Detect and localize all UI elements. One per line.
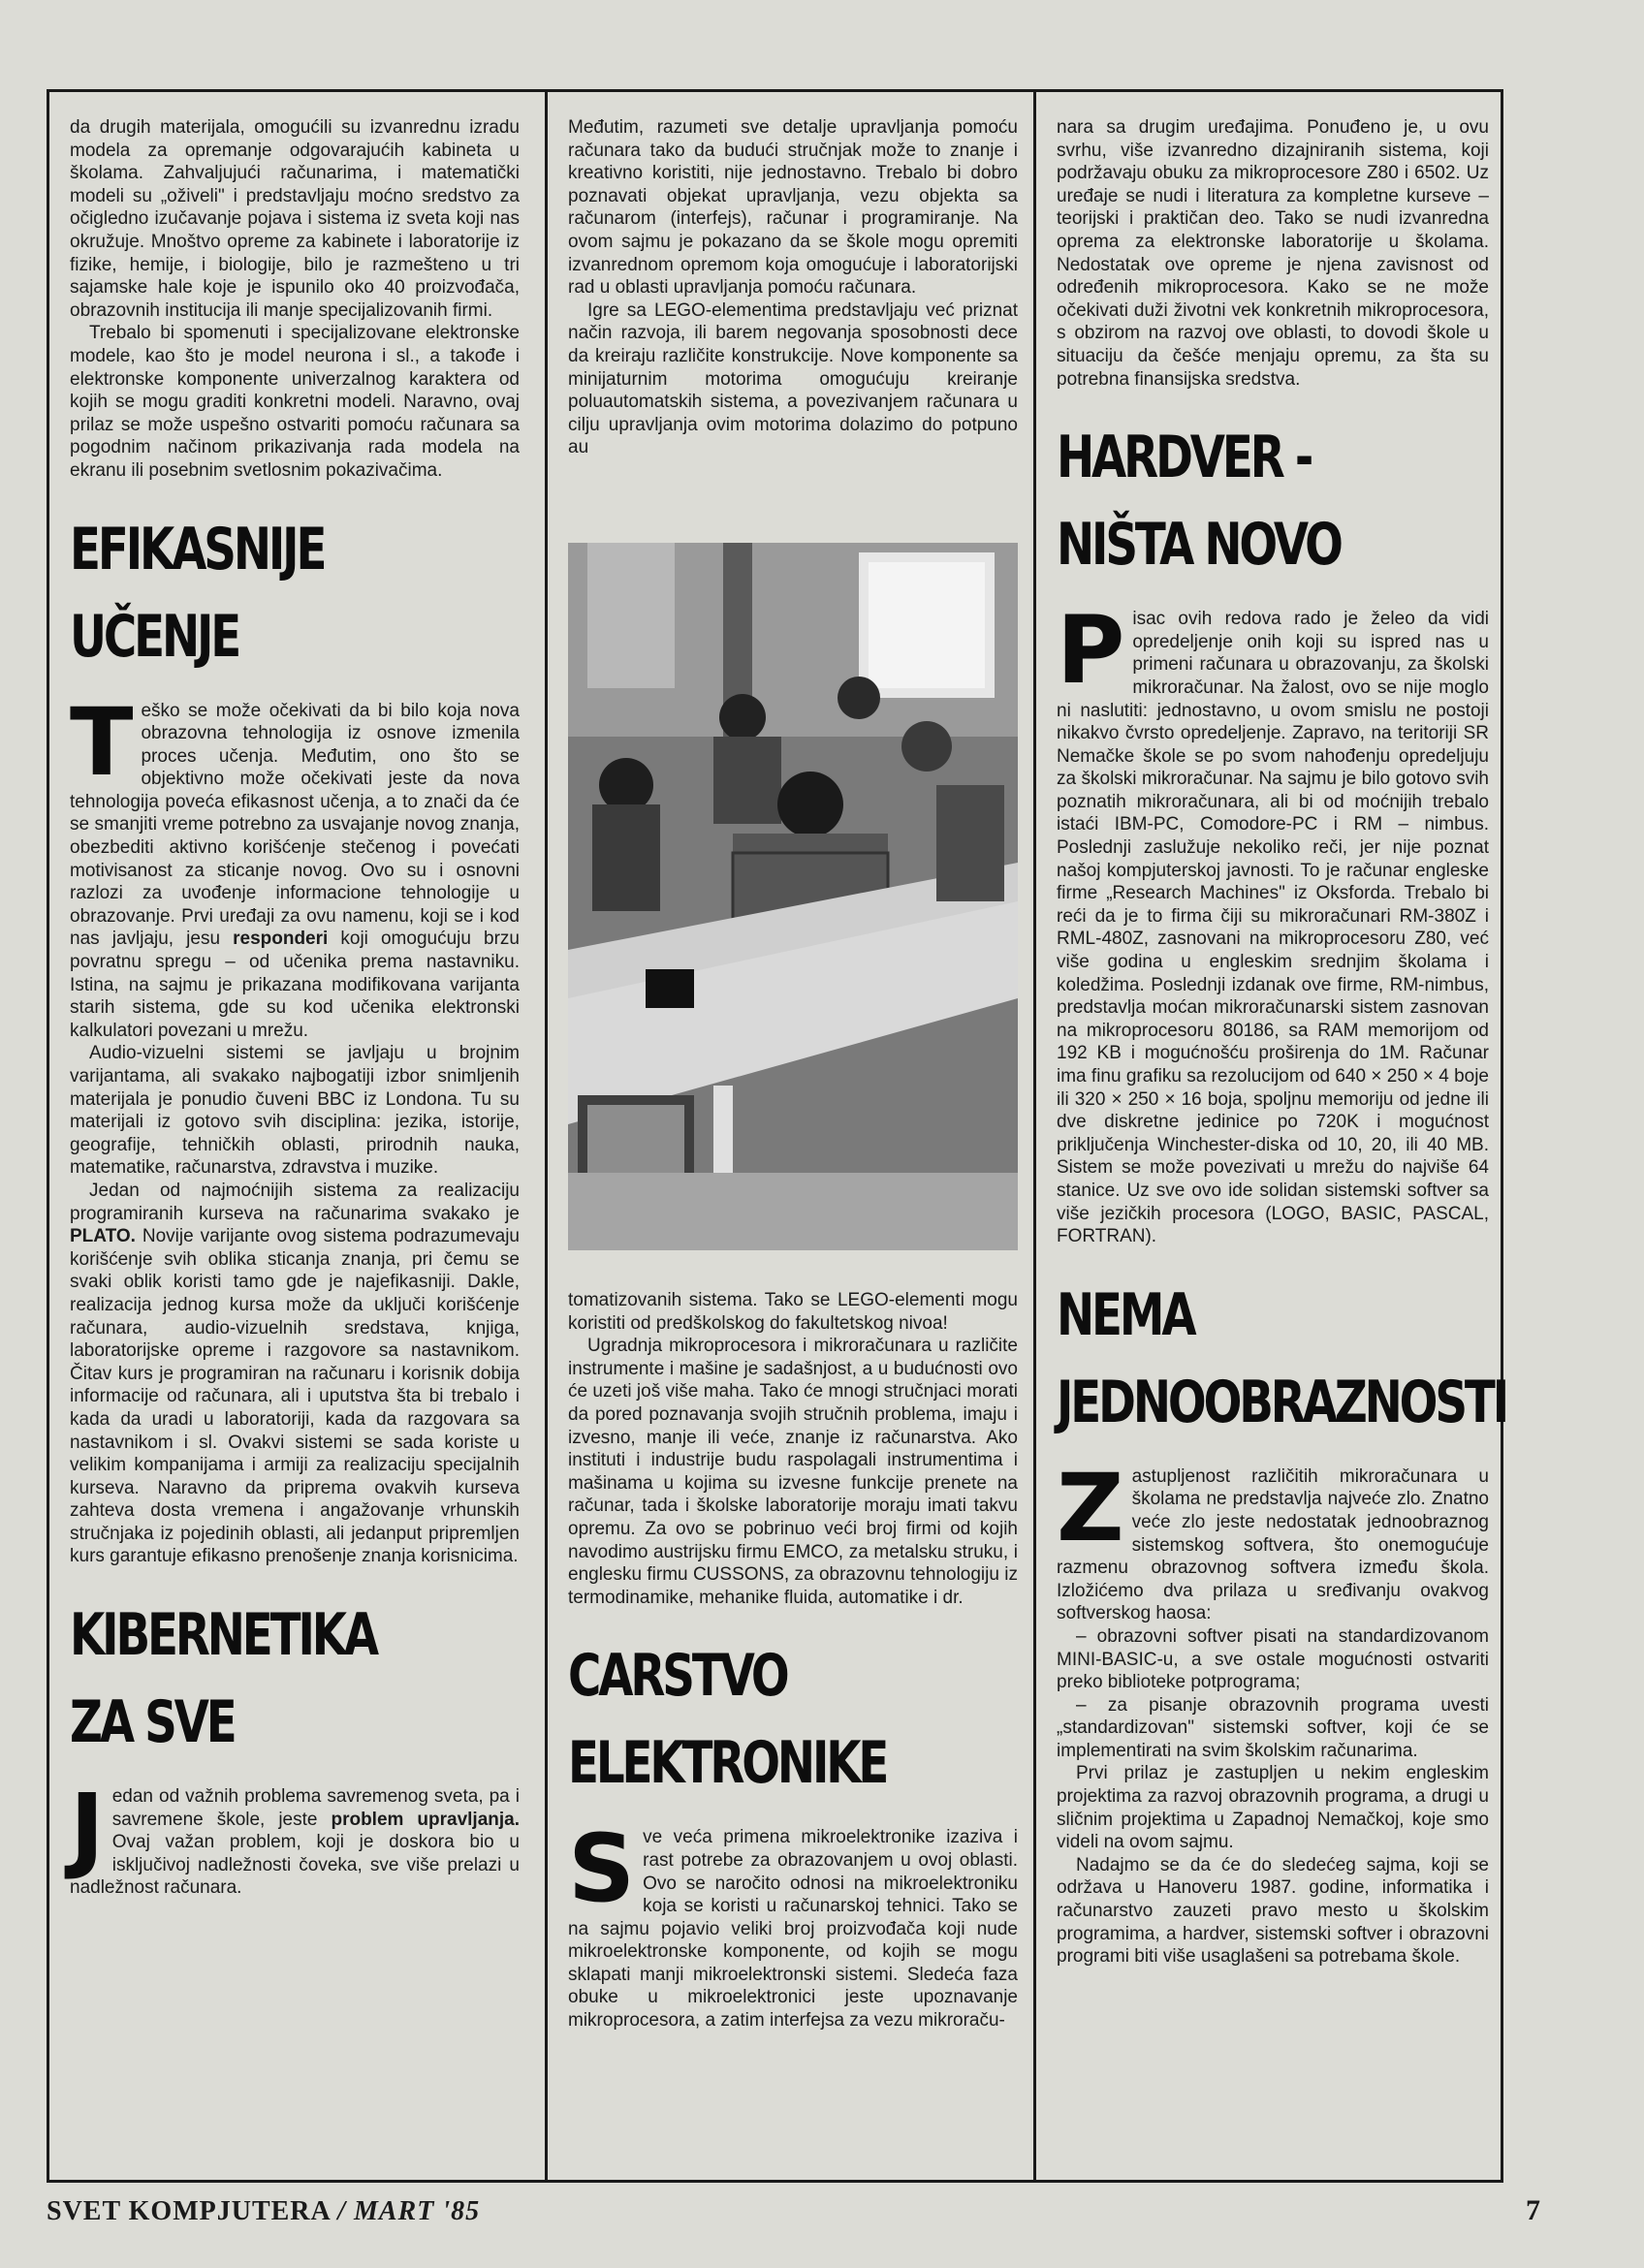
section-heading: CARSTVO ELEKTRONIKE <box>568 1642 887 1798</box>
paragraph: Audio-vizuelni sistemi se javljaju u brojnim varijantama, ali svakako najbogatiji izbor snimljenih materijala je ponudio čuveni BBC iz Londona. Tu su materijali iz gotovo svih disciplina: jezika, istorije, geografije, tehničkih oblasti, prirodnih nauka, matematike, računarstva, zdravstva i muzike. <box>70 1043 520 1179</box>
paragraph: – obrazovni softver pisati na standardizovanom MINI-BASIC-u, a sve ostale mogućnosti ostvariti preko biblioteke potprograma; <box>1057 1625 1489 1693</box>
column-rule-1 <box>545 89 548 2183</box>
paragraph: Nadajmo se da će do sledećeg sajma, koji se održava u Hanoveru 1987. godine, informatika i računarstvo zauzeti pravo mesto u školskim programima, a hardver, sistemski softver i obrazovni programi biti više usaglašeni sa potrebama škole. <box>1057 1854 1489 1968</box>
paragraph: Ugradnja mikroprocesora i mikroračunara u različite instrumente i mašine je sadašnjost, a u budućnosti ovo će uzeti još više maha. Tako će mnogi stručnjaci morati da pored poznavanja svojih stručnih problema, imaju i izvesno, manje ili veće, znanje iz računarstva. Ako instituti i industrije budu raspolagali instrumentima i mašinama u kojima su izvesne funkcije prenete na računar, tada i školske laboratorije moraju imati takvu opremu. Za ovo se pobrinuo veći broj firmi od kojih navodimo austrijsku firmu EMCO, za metalsku struku, i englesku firmu CUSSONS, za obrazovnu tehnologiju iz termodinamike, mehanike fluida, automatike i dr. <box>568 1336 1018 1608</box>
paragraph: Zastupljenost različitih mikroračunara u školama ne predstavlja najveće zlo. Znatno veće zlo jeste nedostatak jednoobraznog sistemskog softvera, što onemogućuje razmenu obrazovnog softvera između škola. Izložićemo dva prilaza u sređivanju ovakvog softverskog haosa: <box>1057 1453 1489 1624</box>
column-2 <box>568 116 1018 459</box>
photo-illustration <box>568 543 1018 1250</box>
section-heading: HARDVER - NIŠTA NOVO <box>1057 424 1341 580</box>
classroom-photo <box>568 543 1018 1250</box>
issue-label: / MART '85 <box>337 2196 481 2226</box>
magazine-name: SVET KOMPJUTERA <box>47 2196 331 2226</box>
drop-cap: J <box>70 1774 105 1883</box>
paragraph: Jedan od važnih problema savremenog sveta, pa i savremene škole, jeste problem upravljanja. Ovaj važan problem, koji je doskora bio u isključivoj nadležnosti čoveka, sve više prelazi u nadležnost računara. <box>70 1774 521 1899</box>
drop-cap: S <box>568 1814 636 1924</box>
paragraph: Sve veća primena mikroelektronike izaziva i rast potrebe za obrazovanjem u ovoj oblasti. Ovo se naročito odnosi na mikroelektroniku koja se koristi u računarskoj tehnici. Tako se na sajmu pojavio veliki broj proizvođača koji nude mikroelektronske komponente, od kojih se mogu sklapati manji mikroelektronski sistemi. Sledeća faza obuke u mikroelektronici jeste upoznavanje mikroprocesora, a zatim interfejsa za vezu mikroraču- <box>568 1814 1018 2032</box>
paragraph: Trebalo bi spomenuti i specijalizovane elektronske modele, kao što je model neurona i sl., a takođe i elektronske komponente univerzalnog karaktera od kojih se mogu graditi konkretni modeli. Naravno, ovaj prilaz se može uspešno ostvariti pomoću računara sa pogodnim načinom prikazivanja rada modela na ekranu ili posebnim svetlosnim pokazivačima. <box>70 323 520 481</box>
column-3 <box>1057 116 1507 1969</box>
paragraph: Igre sa LEGO-elementima predstavljaju već priznat način razvoja, ili barem negovanja sposobnosti dece da kreiraju različite konstrukcije. Nove komponente sa minijaturnim motorima omogućuju kreiranje poluautomatskih sistema, a povezivanjem računara u cilju upravljanja ovim motorima dolazimo do potpuno au <box>568 299 1018 458</box>
drop-cap: P <box>1057 596 1125 706</box>
paragraph: Prvi prilaz je zastupljen u nekim engleskim projektima za razvoj obrazovnih programa, a drugi u sličnim projektima u Zapadnoj Nemačkoj, koje smo videli na ovom sajmu. <box>1057 1763 1489 1853</box>
section-heading: KIBERNETIKA ZA SVE <box>70 1601 376 1757</box>
column-rule-2 <box>1033 89 1036 2183</box>
paragraph: Jedan od najmoćnijih sistema za realizaciju programiranih kurseva na računarima svakako je PLATO. Novije varijante ovog sistema podrazumevaju korišćenje svih oblika sticanja znanja, pri čemu se svaki oblik koristi tamo gde je najefikasniji. Dakle, realizacija jednog kursa može da uključi korišćenje računara, audio-vizuelnih sredstava, knjiga, laboratorijske opreme i razgovore sa nastavnikom. Čitav kurs je programiran na računaru i korisnik dobija informacije od računara, ali i uputstva šta bi trebalo i kada da uradi u laboratoriji, kada da razgovara sa nastavnikom i sl. Ovakvi sistemi se sada koriste u velikim kompanijama i armiji za realizaciju specijalnih kurseva. Naravno da priprema ovakvih kurseva zahteva dosta vremena i angažovanje vrhunskih stručnjaka iz pojedinih oblasti, ali jedanput pripremljen kurs garantuje efikasno prenošenje znanja korisnicima. <box>70 1180 520 1567</box>
column-2-continued <box>568 1289 1018 2032</box>
drop-cap: T <box>70 687 134 797</box>
section-heading: EFIKASNIJE UČENJE <box>70 515 325 671</box>
page-number: 7 <box>1526 2194 1540 2226</box>
paragraph: da drugih materijala, omogućili su izvanrednu izradu modela za opremanje odgovarajućih kabineta u školama. Zahvaljujući računarima, i matematički modeli su „oživeli" i predstavljaju moćno sredstvo za očigledno izučavanje pojava i sistema iz sveta koji nas okružuje. Mnoštvo opreme za kabinete i laboratorije iz fizike, hemije, i biologije, bilo je razmešteno u tri sajamske hale koje je ispunilo oko 40 proizvođača, obrazovnih institucija ili manje specijalizovanih firmi. <box>70 117 520 321</box>
drop-cap: Z <box>1057 1453 1124 1562</box>
column-1 <box>70 116 520 1900</box>
paragraph: nara sa drugim uređajima. Ponuđeno je, u ovu svrhu, više izvanredno dizajniranih sistema, koji podržavaju obuku za mikroprocesore Z80 i 6502. Uz uređaje se nudi i literatura za kompletne kurseve – teorijski i praktičan deo. Tako se nudi izvanredna oprema za elektronske laboratorije u školama. Nedostatak ove opreme je njena zavisnost od određenih mikroprocesora. Kako se ne može očekivati duži životni vek konkretnih mikroprocesora, s obzirom na razvoj ove oblasti, to dovodi škole u situaciju da češće menjaju opremu, za šta su potrebna finansijska sredstva. <box>1057 117 1489 390</box>
paragraph: Teško se može očekivati da bi bilo koja nova obrazovna tehnologija iz osnove izmenila proces učenja. Međutim, ono što se objektivno može očekivati jeste da nova tehnologija poveća efikasnost učenja, a to znači da će se smanjiti vreme potrebno za usvajanje novog znanja, obezbediti aktivno korišćenje stečenog i povećati motivisanost za sticanje novog. Ovo su i osnovni razlozi za uvođenje informacione tehnologije u obrazovanje. Prvi uređaji za ovu namenu, koji se i kod nas javljaju, jesu responderi koji omogućuju brzu povratnu spregu – od učenika prema nastavniku. Istina, na sajmu je prikazana modifikovana varijanta starih sistema, gde su kod učenika elektronski kalkulatori povezani u mrežu. <box>70 687 520 1041</box>
magazine-footer <box>47 2196 480 2227</box>
paragraph: Međutim, razumeti sve detalje upravljanja pomoću računara tako da budući stručnjak može to znanje i kreativno koristiti, nije jednostavno. Trebalo bi dobro poznavati objekat upravljanja, vezu objekta sa računarom (interfejs), računar i programiranje. Na ovom sajmu je pokazano da se škole mogu opremiti izvanrednom opremom koja omogućuje i laboratorijski rad u oblasti upravljanja pomoću računara. <box>568 117 1018 299</box>
paragraph: – za pisanje obrazovnih programa uvesti „standardizovan" sistemski softver, koji će se implementirati na svim školskim računarima. <box>1057 1694 1489 1761</box>
paragraph: tomatizovanih sistema. Tako se LEGO-elementi mogu koristiti od predškolskog do fakultetskog nivoa! <box>568 1290 1018 1334</box>
paragraph: Pisac ovih redova rado je želeo da vidi opredeljenje onih koji su ispred nas u primeni računara u obrazovanju, za školski mikroračunar. Na žalost, ovo se nije moglo ni naslutiti: jednostavno, u ovom smislu ne postoji nikakvo čvrsto opredeljenje. Zapravo, na teritoriji SR Nemačke škole se po svom nahođenju opredeljuju za školski mikroračunar. Na sajmu je bilo gotovo svih poznatih mikroračunara, ali bi od moćnijih trebalo istaći IBM-PC, Comodore-PC i RM – nimbus. Poslednji zaslužuje nekoliko reči, jer nije poznat našoj kompjuterskoj javnosti. To je računar engleske firme „Research Machines" iz Oksforda. Trebalo bi reći da je to firma čiji su mikroračunari RM-380Z i RML-480Z, zasnovani na mikroprocesoru Z80, već više godina u engleskim srednjim školama i koledžima. Poslednji izdanak ove firme, RM-nimbus, predstavlja moćan mikroračunarski sistem zasnovan na mikroprocesoru 80186, sa RAM memorijom od 192 KB i mogućnošću proširenja do 1M. Računar ima finu grafiku sa rezolucijom od 640 × 250 × 4 boje ili 320 × 250 × 16 boja, spoljnu memoriju od jedne ili dve diskretne jedinice po 720K i mogućnost priključenja Winchester-diska od 10, 20, ili 40 MB. Sistem se može povezivati u mrežu do najviše 64 stanice. Uz sve ovo ide solidan sistemski softver sa više jezičkih procesora (LOGO, BASIC, PASCAL, FORTRAN). <box>1057 596 1489 1247</box>
section-heading: NEMA JEDNOOBRAZNOSTI <box>1057 1280 1507 1436</box>
